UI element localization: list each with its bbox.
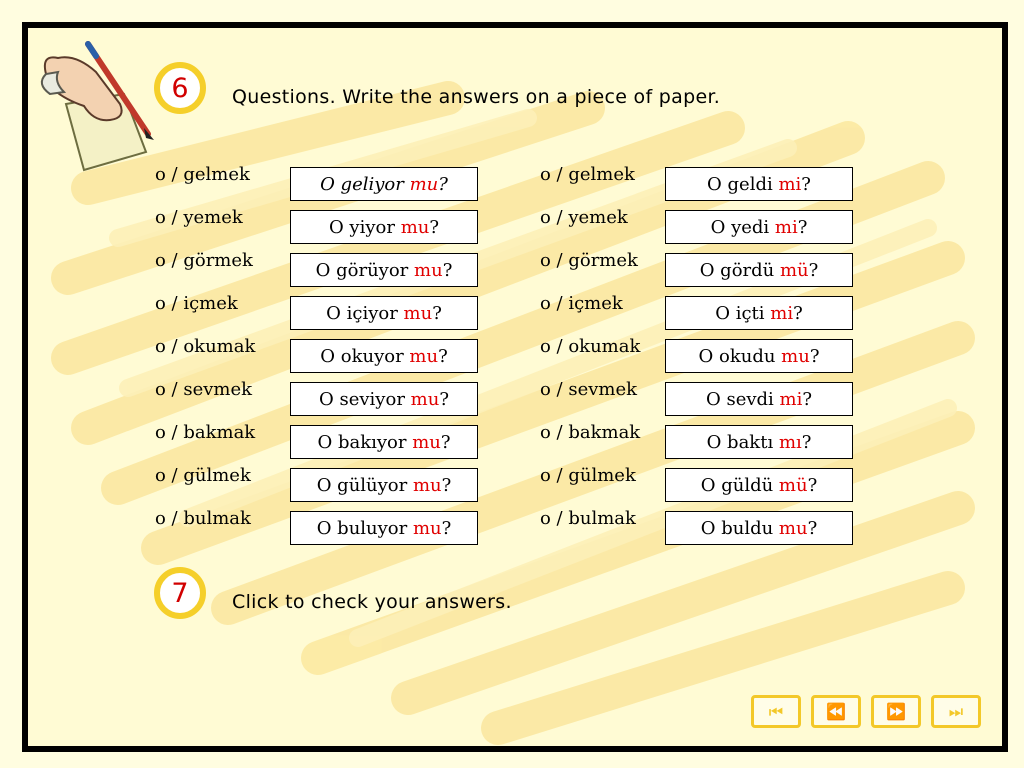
slide-frame [22, 22, 1008, 752]
answer-box[interactable] [665, 339, 853, 373]
prompt-text: o / görmek [540, 250, 638, 271]
answer-box[interactable] [665, 296, 853, 330]
question-mark: ? [440, 431, 451, 453]
question-particle: mu [778, 517, 808, 539]
question-particle: mu [412, 474, 442, 496]
answer-stem: O buluyor [316, 517, 413, 539]
question-particle: mu [403, 302, 433, 324]
prompt-text: o / bakmak [155, 422, 256, 443]
prompt-text: o / sevmek [540, 379, 638, 400]
answer-box[interactable] [290, 382, 478, 416]
prompt-text: o / okumak [540, 336, 641, 357]
answer-box[interactable] [665, 425, 853, 459]
question-particle: mu [400, 216, 430, 238]
answer-stem: O güldü [700, 474, 779, 496]
prompt-text: o / gelmek [540, 164, 635, 185]
answer-stem: O gülüyor [316, 474, 413, 496]
answer-box[interactable] [290, 511, 478, 545]
answer-box[interactable] [290, 468, 478, 502]
question-particle: mi [778, 173, 802, 195]
question-mark: ? [802, 388, 813, 410]
prompt-text: o / yemek [155, 207, 243, 228]
hand-writing-icon [36, 34, 156, 174]
answer-stem: O okudu [698, 345, 782, 367]
answer-box[interactable] [290, 167, 478, 201]
answer-box[interactable] [290, 425, 478, 459]
answer-stem: O yedi [710, 216, 775, 238]
prompt-text: o / gelmek [155, 164, 250, 185]
answer-stem: O sevdi [705, 388, 780, 410]
answer-box[interactable] [290, 296, 478, 330]
answer-stem: O içti [715, 302, 771, 324]
previous-slide-button[interactable] [811, 695, 861, 728]
question-mark: ? [438, 345, 448, 367]
question-mark: ? [441, 517, 452, 539]
answer-stem: O gördü [699, 259, 780, 281]
answer-box[interactable] [290, 253, 478, 287]
answer-box[interactable] [290, 210, 478, 244]
question-particle: mu [412, 431, 441, 453]
answer-box[interactable] [665, 382, 853, 416]
question-mark: ? [807, 517, 818, 539]
next-slide-button[interactable] [871, 695, 921, 728]
last-slide-button[interactable] [931, 695, 981, 728]
section-7-heading[interactable]: Click to check your answers. [232, 591, 512, 613]
question-mark: ? [438, 173, 448, 195]
answer-stem: O geldi [707, 173, 779, 195]
section-6-badge: 6 [154, 62, 206, 114]
answer-stem: O geliyor [320, 173, 410, 195]
question-particle: mu [409, 345, 439, 367]
question-mark: ? [432, 302, 442, 324]
question-mark: ? [442, 259, 453, 281]
answer-stem: O bakıyor [317, 431, 413, 453]
section-7-badge: 7 [154, 567, 206, 619]
question-mark: ? [793, 302, 803, 324]
question-particle: mü [778, 474, 808, 496]
skip-to-end-icon: ⏭ [948, 701, 964, 721]
question-particle: mı [778, 431, 802, 453]
answer-box[interactable] [665, 210, 853, 244]
question-mark: ? [807, 474, 818, 496]
question-particle: mi [774, 216, 798, 238]
question-particle: mü [779, 259, 809, 281]
prompt-text: o / okumak [155, 336, 256, 357]
answer-stem: O okuyor [320, 345, 410, 367]
answer-box[interactable] [665, 468, 853, 502]
question-particle: mu [414, 259, 443, 281]
answer-stem: O yiyor [328, 216, 401, 238]
question-particle: mu [412, 517, 442, 539]
prompt-text: o / gülmek [155, 465, 251, 486]
prompt-text: o / içmek [540, 293, 623, 314]
question-particle: mu [781, 345, 810, 367]
prompt-text: o / görmek [155, 250, 253, 271]
prompt-text: o / bulmak [540, 508, 636, 529]
question-mark: ? [801, 173, 811, 195]
question-particle: mu [409, 173, 439, 195]
question-mark: ? [808, 259, 819, 281]
question-particle: mu [410, 388, 440, 410]
answer-stem: O baktı [706, 431, 779, 453]
answer-stem: O içiyor [326, 302, 404, 324]
fast-forward-icon: ⏩ [886, 702, 906, 721]
prompt-text: o / yemek [540, 207, 628, 228]
answer-stem: O görüyor [315, 259, 415, 281]
question-mark: ? [801, 431, 812, 453]
first-slide-button[interactable] [751, 695, 801, 728]
skip-to-start-icon: ⏮ [768, 701, 784, 721]
prompt-text: o / içmek [155, 293, 238, 314]
answer-stem: O seviyor [319, 388, 411, 410]
answer-box[interactable] [665, 253, 853, 287]
answer-box[interactable] [290, 339, 478, 373]
question-mark: ? [797, 216, 808, 238]
question-mark: ? [429, 216, 440, 238]
prompt-text: o / gülmek [540, 465, 636, 486]
question-mark: ? [809, 345, 820, 367]
prompt-text: o / bakmak [540, 422, 641, 443]
section-6-heading: Questions. Write the answers on a piece of paper. [232, 86, 721, 108]
question-particle: mi [779, 388, 803, 410]
question-mark: ? [441, 474, 452, 496]
question-mark: ? [439, 388, 449, 410]
answer-stem: O buldu [700, 517, 779, 539]
prompt-text: o / sevmek [155, 379, 253, 400]
answer-box[interactable] [665, 167, 853, 201]
answer-box[interactable] [665, 511, 853, 545]
question-particle: mi [770, 302, 794, 324]
rewind-icon: ⏪ [826, 702, 846, 721]
prompt-text: o / bulmak [155, 508, 251, 529]
